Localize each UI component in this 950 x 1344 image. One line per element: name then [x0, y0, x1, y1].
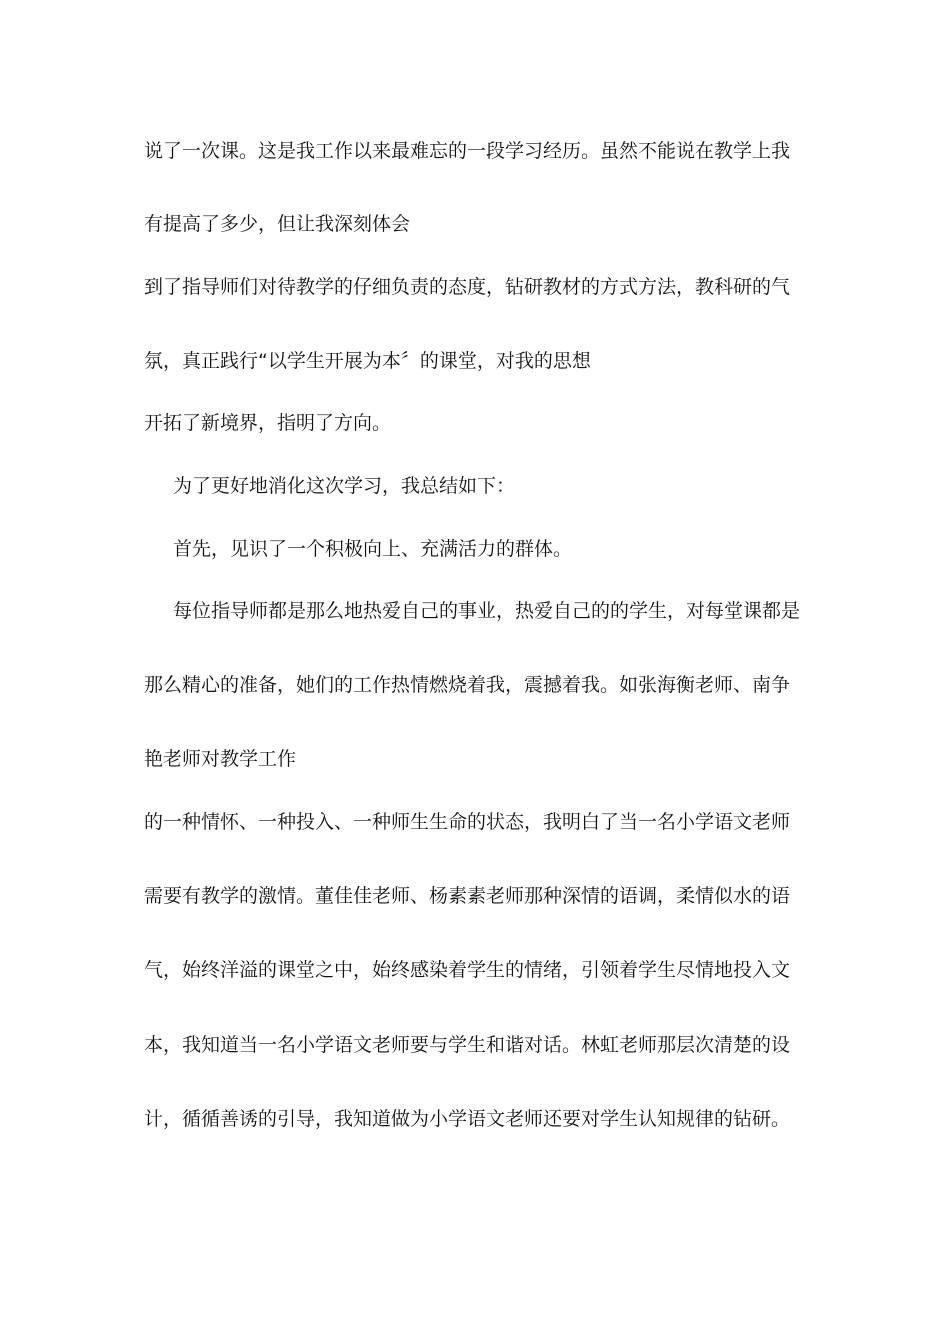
text-line-6: 为了更好地消化这次学习，我总结如下：: [173, 475, 516, 497]
text-line-3: 到了指导师们对待教学的仔细负责的态度，钻研教材的方式方法，教科研的气: [144, 276, 791, 298]
text-line-1: 说了一次课。这是我工作以来最难忘的一段学习经历。虽然不能说在教学上我: [144, 140, 791, 162]
text-line-2: 有提高了多少，但让我深刻体会: [144, 213, 411, 235]
text-line-14: 本，我知道当一名小学语文老师要与学生和谐对话。林虹老师那层次清楚的设: [144, 1034, 791, 1056]
text-line-12: 需要有教学的激情。董佳佳老师、杨素素老师那种深情的语调，柔情似水的语: [144, 885, 791, 907]
text-line-15: 计，循循善诱的引导，我知道做为小学语文老师还要对学生认知规律的钻研。: [144, 1108, 791, 1130]
text-line-8: 每位指导师都是那么地热爱自己的事业，热爱自己的的学生，对每堂课都是: [173, 600, 801, 622]
text-line-9: 那么精心的准备，她们的工作热情燃烧着我，震撼着我。如张海衡老师、南争: [144, 674, 791, 696]
text-line-10: 艳老师对教学工作: [144, 748, 297, 770]
text-line-11: 的一种情怀、一种投入、一种师生生命的状态，我明白了当一名小学语文老师: [144, 811, 791, 833]
text-line-5: 开拓了新境界，指明了方向。: [144, 412, 392, 434]
text-line-13: 气，始终洋溢的课堂之中，始终感染着学生的情绪，引领着学生尽情地投入文: [144, 959, 791, 981]
text-line-4: 氛，真正践行“以学生开展为本〞的课堂，对我的思想: [144, 350, 591, 372]
text-line-7: 首先，见识了一个积极向上、充满活力的群体。: [173, 538, 573, 560]
